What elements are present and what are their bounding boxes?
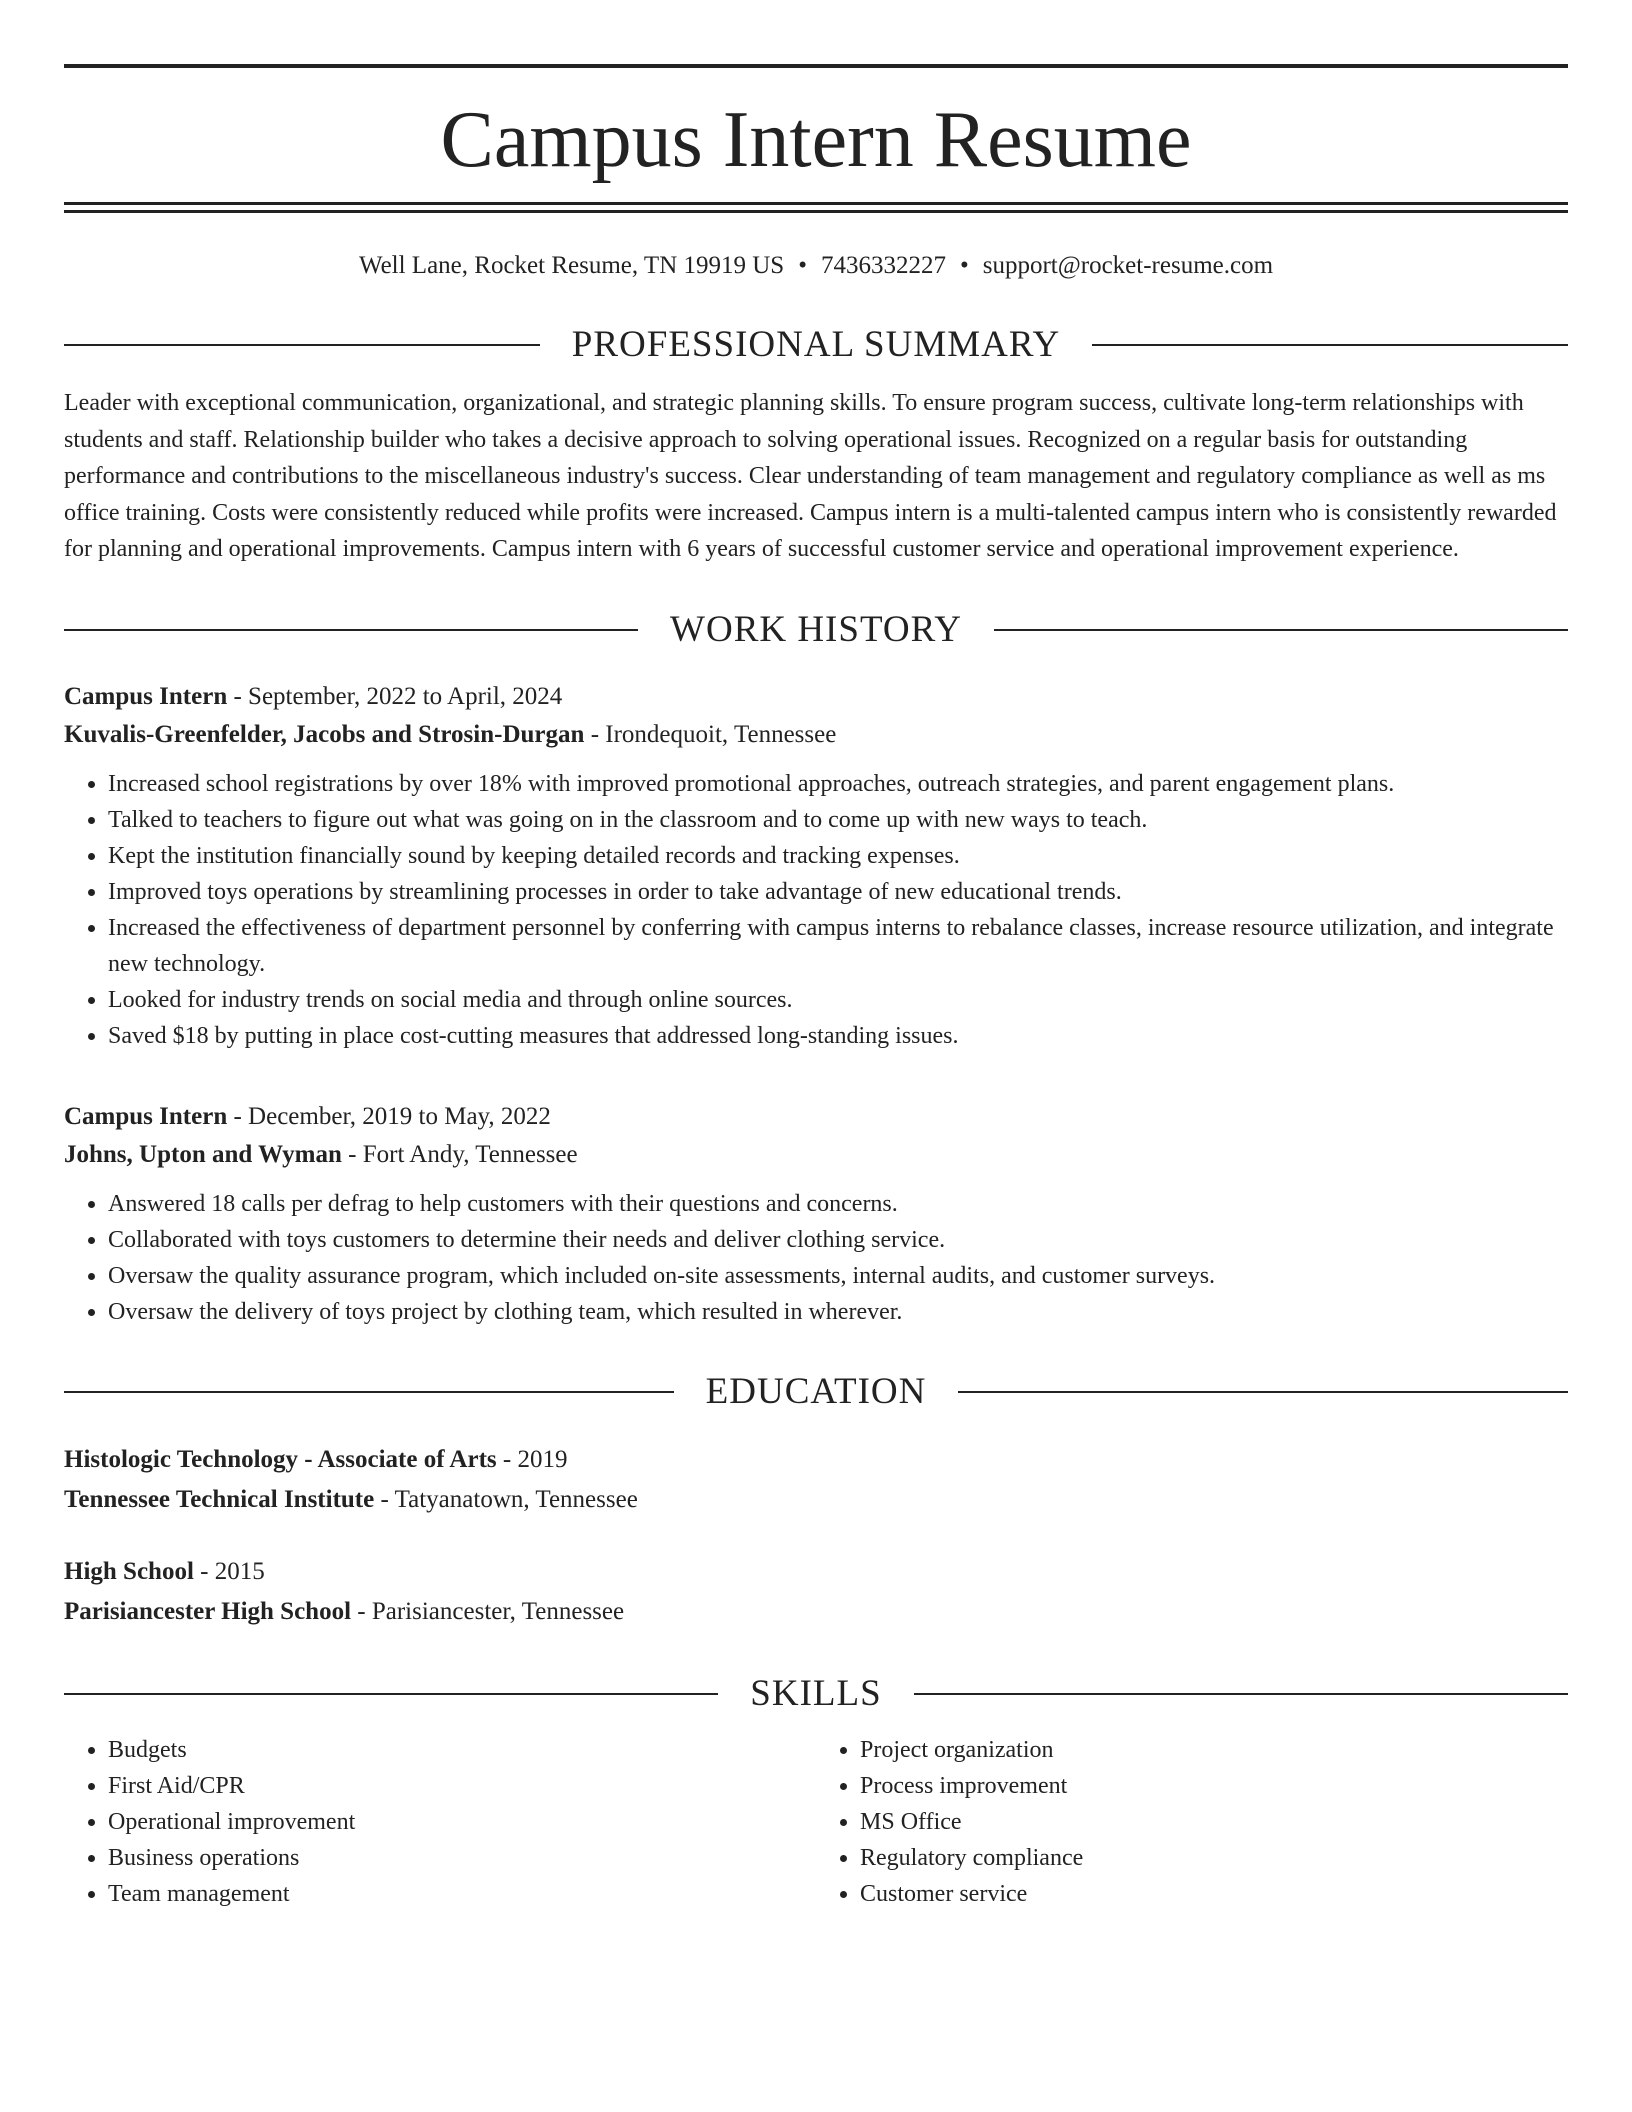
education-location: - Tatyanatown, Tennessee [374,1485,638,1513]
education-year: - 2015 [193,1557,265,1585]
skill-item: • Regulatory compliance [860,1840,1568,1876]
education-school: Parisiancester High School [64,1597,352,1625]
job-title: Campus Intern [64,1102,228,1130]
resume-page [64,64,1568,1912]
work-section-heading [64,608,1568,652]
list-item: • Answered 18 calls per defrag to help customers with their questions and concerns. [108,1186,1568,1222]
contact-line [64,249,1568,283]
skill-item: • Business operations [108,1840,816,1876]
education-entry [64,1440,1568,1520]
education-year: - 2019 [496,1445,568,1473]
heading-rule [64,1391,674,1393]
heading-rule [914,1693,1568,1695]
skills-left-list [64,1732,816,1912]
summary-section-heading [64,323,1568,367]
job-title-line [64,678,1568,716]
skill-item: • MS Office [860,1804,1568,1840]
job-company-line [64,716,1568,754]
heading-rule [64,344,540,346]
contact-separator: • [798,252,807,279]
job-company: Kuvalis-Greenfelder, Jacobs and Strosin-Durgan [64,720,585,748]
job-entry [64,678,1568,1054]
skill-item: • Process improvement [860,1768,1568,1804]
list-item: • Collaborated with toys customers to determine their needs and deliver clothing service. [108,1222,1568,1258]
education-section-heading [64,1370,1568,1414]
skills-section-heading [64,1672,1568,1716]
education-degree: Histologic Technology - Associate of Arts [64,1445,497,1473]
list-item: • Oversaw the delivery of toys project by clothing team, which resulted in wherever. [108,1294,1568,1330]
list-item: • Looked for industry trends on social media and through online sources. [108,982,1568,1018]
heading-rule [64,1693,718,1695]
summary-text: Leader with exceptional communication, organizational, and strategic planning skills. To ensure program success, cultivate long-term relationships with students and staff. Relationship builder who takes a decisive approach to solving operational issues. Recognized on a regular basis for outstanding performance and contributions to the miscellaneous industry's success. Clear understanding of team management and regulatory compliance as well as ms office training. Costs were consistently reduced while profits were increased. Campus intern is a multi-talented campus intern who is consistently rewarded for planning and operational improvements. Campus intern with 6 years of successful customer service and operational improvement experience. [64,390,1557,562]
skill-item: • Budgets [108,1732,816,1768]
job-bullets [64,766,1568,1054]
heading-rule [958,1391,1568,1393]
job-title-line [64,1098,1568,1136]
list-item: • Improved toys operations by streamlining processes in order to take advantage of new educational trends. [108,874,1568,910]
list-item: • Increased the effectiveness of department personnel by conferring with campus interns to rebalance classes, increase resource utilization, and integrate new technology. [108,910,1568,982]
summary-heading-label: PROFESSIONAL SUMMARY [571,324,1061,365]
job-bullets [64,1186,1568,1330]
work-heading-label: WORK HISTORY [670,608,962,650]
skill-item: • Customer service [860,1876,1568,1912]
job-dates: - September, 2022 to April, 2024 [227,682,563,710]
skill-item: • Team management [108,1876,816,1912]
contact-phone: 7436332227 [820,252,946,279]
heading-rule [1092,344,1568,346]
skill-item: • Project organization [860,1732,1568,1768]
contact-email: support@rocket-resume.com [982,252,1274,279]
education-degree: High School [64,1557,194,1585]
job-location: - Irondequoit, Tennessee [584,720,837,748]
title-double-rule [64,202,1568,213]
skills-right-list [816,1732,1568,1912]
contact-separator: • [959,252,969,279]
list-item: • Saved $18 by putting in place cost-cutting measures that addressed long-standing issues. [108,1018,1568,1054]
skill-item: • Operational improvement [108,1804,816,1840]
job-title: Campus Intern [64,682,228,710]
list-item: • Increased school registrations by over 18% with improved promotional approaches, outreach strategies, and parent engagement plans. [108,766,1568,802]
skills-columns [64,1732,1568,1912]
job-company-line [64,1136,1568,1174]
education-heading-label: EDUCATION [705,1370,927,1412]
job-dates: - December, 2019 to May, 2022 [227,1102,551,1130]
education-location: - Parisiancester, Tennessee [351,1597,625,1625]
list-item: • Oversaw the quality assurance program, which included on-site assessments, internal audits, and customer surveys. [108,1258,1568,1294]
skill-item: • First Aid/CPR [108,1768,816,1804]
education-school: Tennessee Technical Institute [64,1485,375,1513]
education-entry [64,1552,1568,1632]
list-item: • Kept the institution financially sound by keeping detailed records and tracking expenses. [108,838,1568,874]
resume-title: Campus Intern Resume [440,96,1192,184]
job-location: - Fort Andy, Tennessee [341,1140,578,1168]
education-degree-line [64,1552,1568,1592]
job-company: Johns, Upton and Wyman [64,1140,342,1168]
heading-rule [64,629,638,631]
job-entry [64,1098,1568,1330]
education-school-line [64,1480,1568,1520]
education-school-line [64,1592,1568,1632]
education-degree-line [64,1440,1568,1480]
heading-rule [994,629,1568,631]
contact-address: Well Lane, Rocket Resume, TN 19919 US [358,252,785,279]
skills-heading-label: SKILLS [750,1672,882,1714]
list-item: • Talked to teachers to figure out what was going on in the classroom and to come up with new ways to teach. [108,802,1568,838]
